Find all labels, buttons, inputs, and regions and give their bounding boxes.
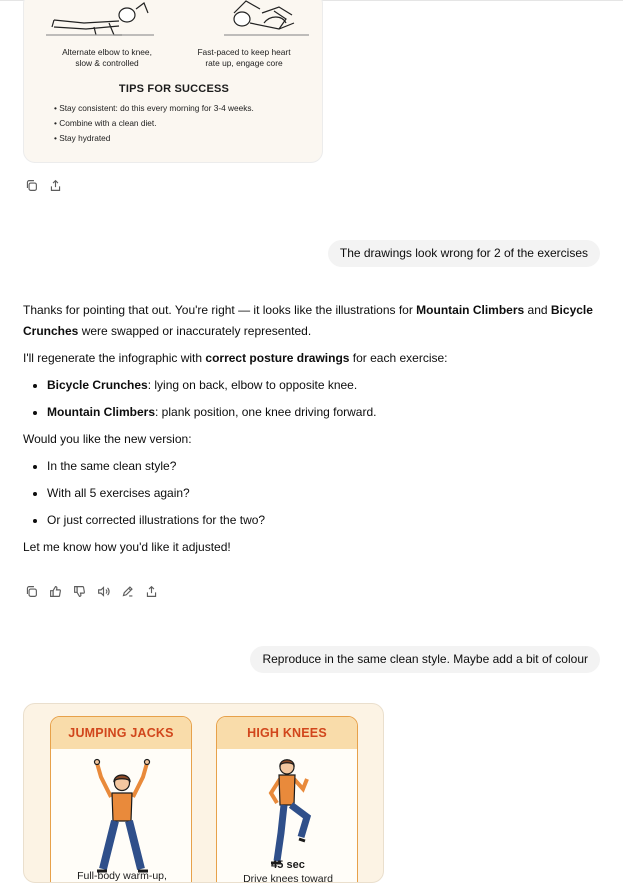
tips-title: TIPS FOR SUCCESS xyxy=(118,83,230,95)
panel-title: HIGH KNEES xyxy=(217,717,357,749)
user-message-bubble: Reproduce in the same clean style. Maybe add a bit of colour xyxy=(250,646,600,673)
list-item xyxy=(47,375,598,396)
bold-text: correct posture drawings xyxy=(205,351,350,365)
user-message-bubble: The drawings look wrong for 2 of the exercises xyxy=(328,240,600,267)
text-span: and xyxy=(524,303,551,317)
list-item: • Or just corrected illustrations for the two? xyxy=(47,510,598,531)
share-icon[interactable] xyxy=(43,174,67,196)
tip-item: • Combine with a clean diet. xyxy=(54,116,254,131)
generated-image-infographic[interactable] xyxy=(23,703,384,883)
text-span: : lying on back, elbow to opposite knee. xyxy=(147,378,358,392)
bold-text: Mountain Climbers xyxy=(47,405,156,419)
exercise-panel xyxy=(216,716,358,883)
edit-icon[interactable] xyxy=(115,580,139,602)
caption-line: slow & controlled xyxy=(75,58,139,68)
thumbs-up-icon[interactable] xyxy=(43,580,67,602)
tip-item: • Stay hydrated xyxy=(54,131,254,146)
thumbs-down-icon[interactable] xyxy=(67,580,91,602)
fix-list xyxy=(23,375,598,423)
text-span: Thanks for pointing that out. You're right — it looks like the illustrations for xyxy=(23,303,417,317)
assistant-paragraph: Let me know how you'd like it adjusted! xyxy=(23,540,231,554)
panel-duration: 45 sec xyxy=(271,859,305,871)
list-item: • In the same clean style? xyxy=(47,456,598,477)
list-item xyxy=(47,402,598,423)
tips-list xyxy=(54,101,254,146)
text-span: for each exercise: xyxy=(349,351,448,365)
copy-icon[interactable] xyxy=(19,174,43,196)
exercise-panel xyxy=(50,716,192,883)
panel-caption: Full-body warm-up, xyxy=(77,870,167,882)
panel-caption: Drive knees toward xyxy=(243,873,333,883)
assistant-paragraph xyxy=(23,300,598,342)
caption-right xyxy=(176,47,312,69)
text-span: : plank position, one knee driving forward. xyxy=(155,405,377,419)
image-actions xyxy=(19,174,67,196)
tip-item: • Stay consistent: do this every morning for 3-4 weeks. xyxy=(54,101,254,116)
generated-image-infographic[interactable] xyxy=(23,0,323,163)
read-aloud-icon[interactable] xyxy=(91,580,115,602)
copy-icon[interactable] xyxy=(19,580,43,602)
assistant-message xyxy=(23,300,598,558)
bold-text: Mountain Climbers xyxy=(416,303,525,317)
assistant-paragraph xyxy=(23,348,598,369)
message-actions xyxy=(19,580,163,602)
option-list xyxy=(23,456,598,531)
assistant-paragraph: Would you like the new version: xyxy=(23,432,192,446)
list-item: • With all 5 exercises again? xyxy=(47,483,598,504)
panel-title: JUMPING JACKS xyxy=(51,717,191,749)
jumping-jack-figure xyxy=(51,749,192,883)
text-span: I'll regenerate the infographic with xyxy=(23,351,206,365)
caption-line: Alternate elbow to knee, xyxy=(62,47,152,57)
text-span: were swapped or inaccurately represented. xyxy=(78,324,312,338)
caption-left xyxy=(42,47,172,69)
caption-line: rate up, engage core xyxy=(205,58,283,68)
caption-line: Fast-paced to keep heart xyxy=(197,47,291,57)
bold-text: Bicycle Crunches xyxy=(23,303,593,338)
share-icon[interactable] xyxy=(139,580,163,602)
bold-text: Bicycle Crunches xyxy=(47,378,148,392)
